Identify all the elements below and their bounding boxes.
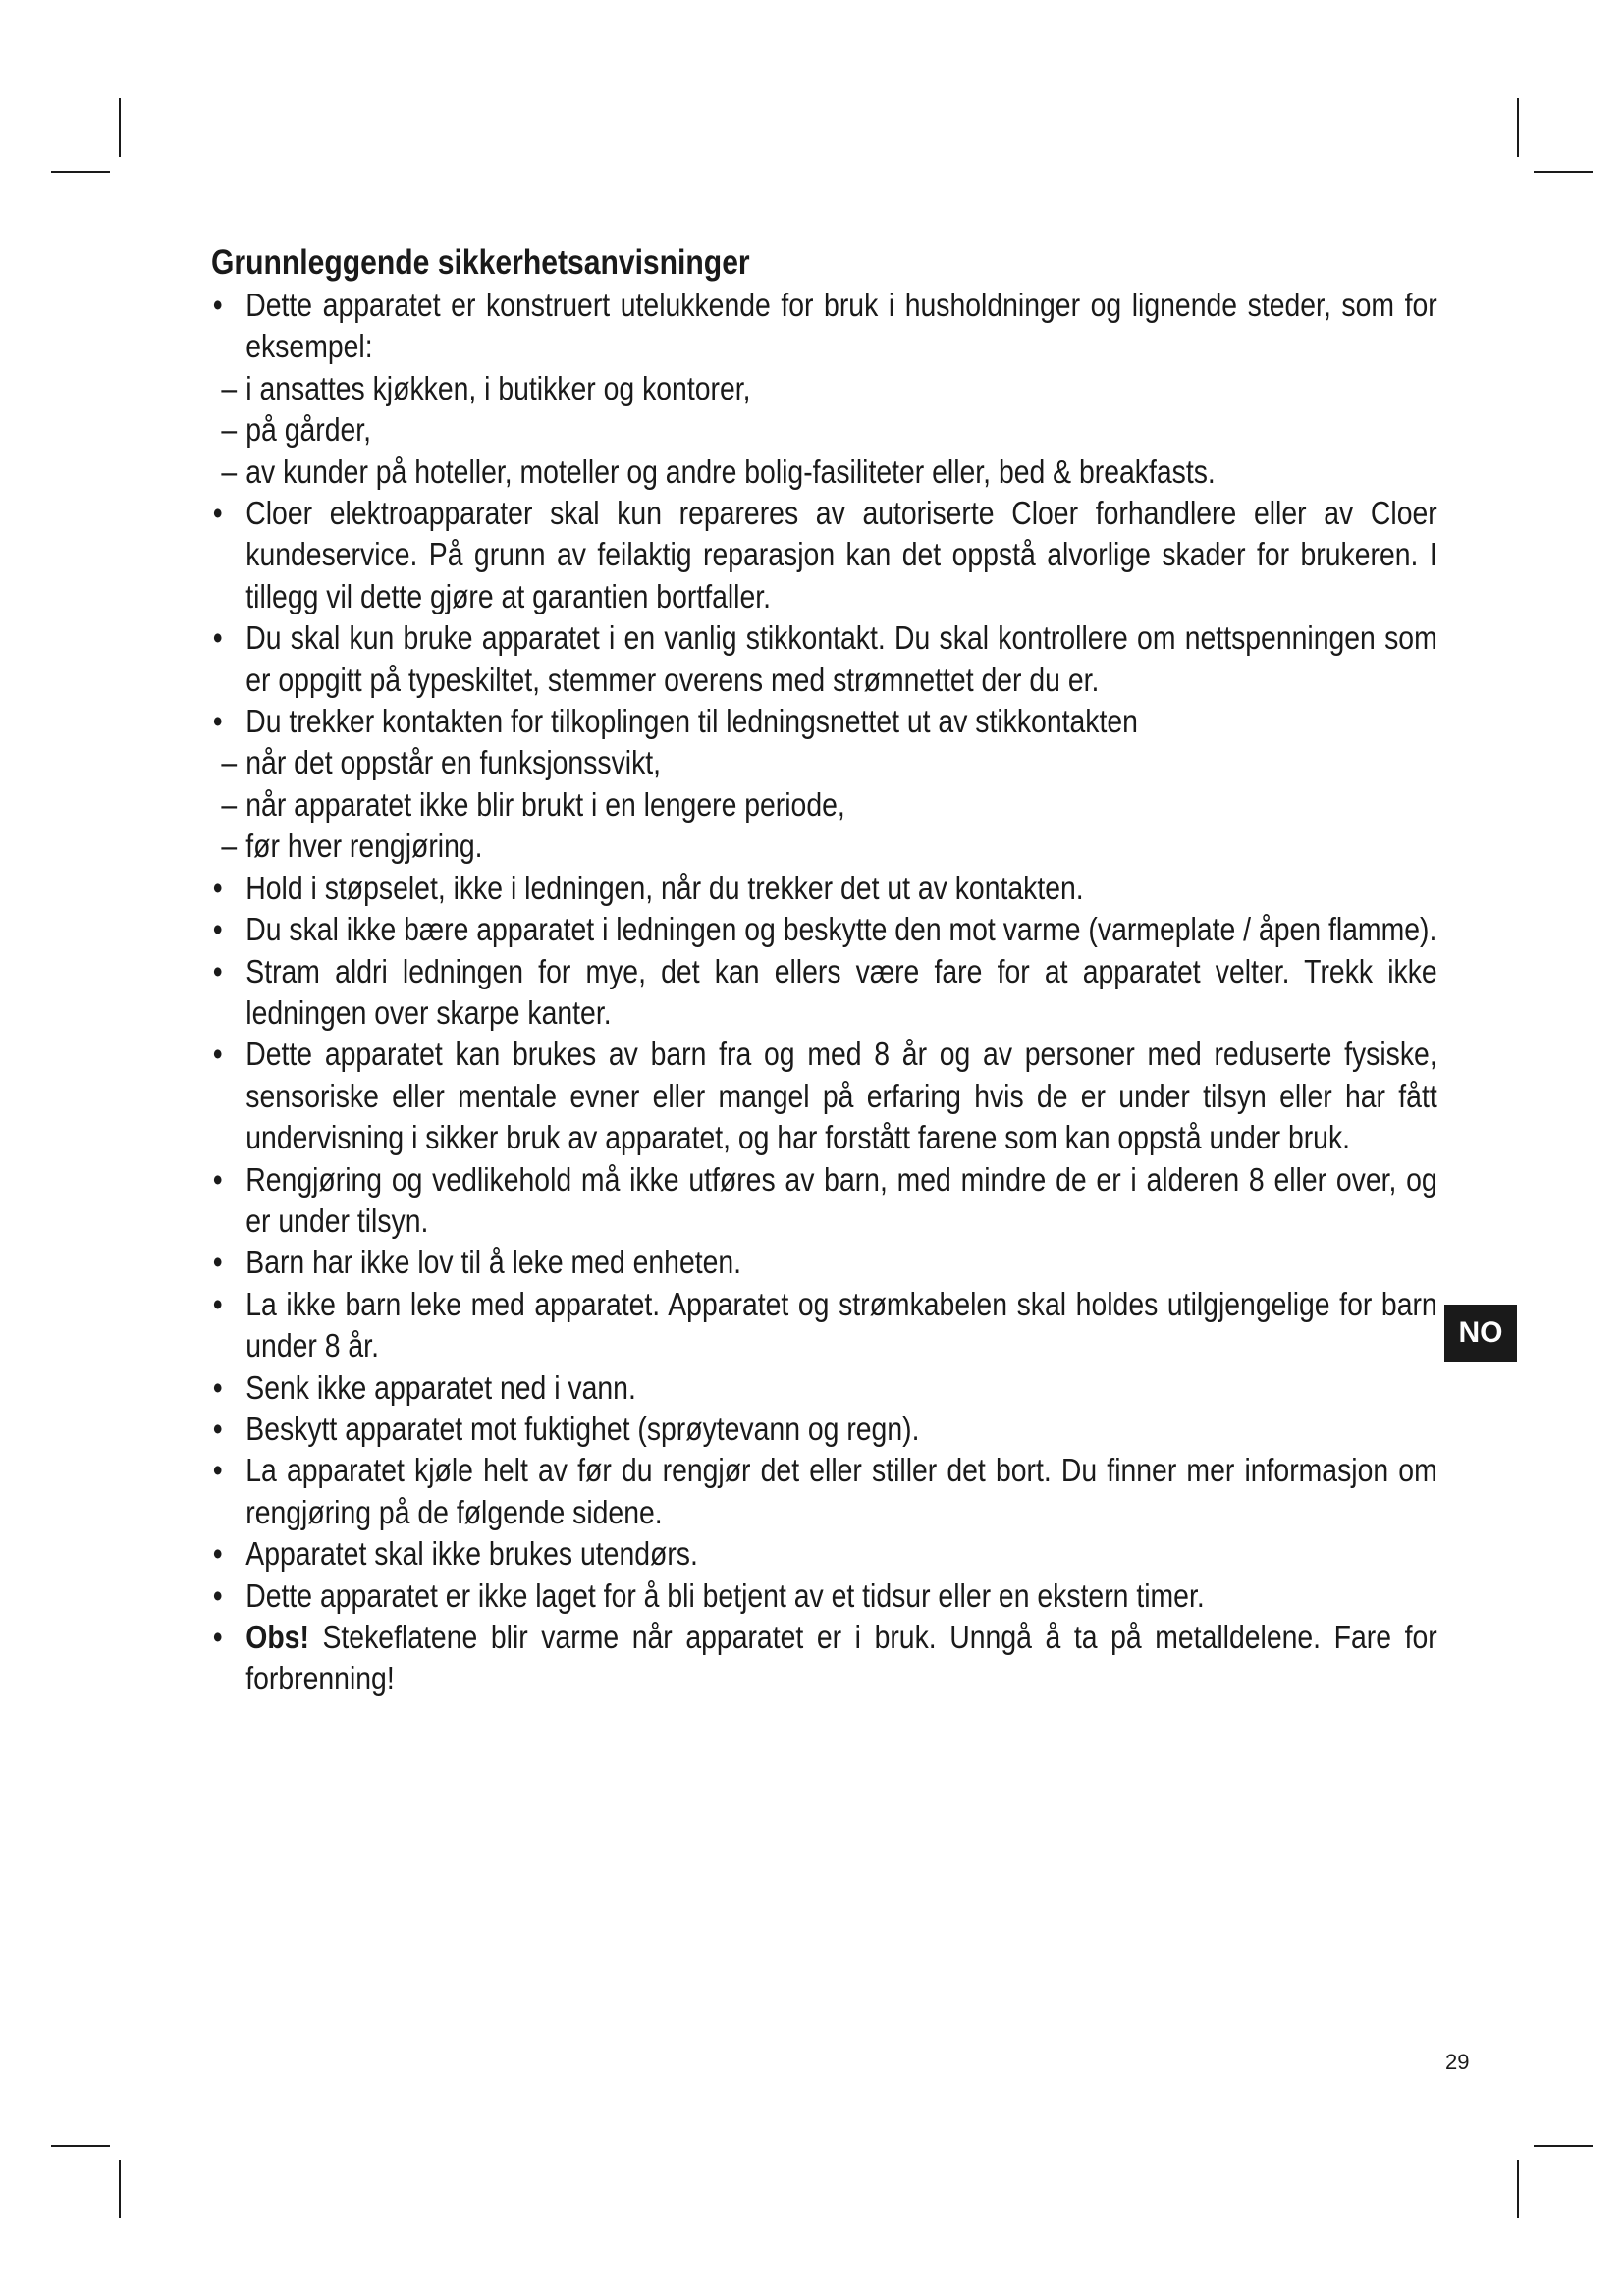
list-item bbox=[211, 1367, 1437, 1409]
crop-mark-bottom-right-vertical bbox=[1517, 2160, 1519, 2218]
list-item bbox=[211, 1575, 1437, 1617]
list-subitem bbox=[211, 784, 1437, 826]
list-item bbox=[211, 951, 1437, 1035]
list-item-text: når apparatet ikke blir brukt i en lengere periode, bbox=[245, 785, 845, 823]
list-item-text: Beskytt apparatet mot fuktighet (sprøytevann og regn). bbox=[245, 1410, 920, 1447]
list-item-text: Dette apparatet kan brukes av barn fra og med 8 år og av personer med reduserte fysiske, sensoriske eller mentale evner eller mangel på erfaring hvis de er under tilsyn eller har fått undervisning i sikker bruk av apparatet, og har forstått farene som kan oppstå under bruk. bbox=[245, 1036, 1437, 1156]
list-item bbox=[211, 1034, 1437, 1158]
safety-instructions-section bbox=[211, 241, 1437, 1700]
language-tab: NO bbox=[1444, 1305, 1517, 1362]
list-subitem bbox=[211, 409, 1437, 451]
section-heading: Grunnleggende sikkerhetsanvisninger bbox=[211, 243, 750, 282]
list-item-text: før hver rengjøring. bbox=[245, 828, 483, 865]
list-item bbox=[211, 1159, 1437, 1243]
crop-mark-top-right-horizontal bbox=[1534, 171, 1593, 173]
warning-label: Obs! bbox=[245, 1619, 309, 1655]
list-item bbox=[211, 909, 1437, 950]
list-item bbox=[211, 1617, 1437, 1700]
list-item-text: Stram aldri ledningen for mye, det kan ellers være fare for at apparatet velter. Trekk ikke ledningen over skarpe kanter. bbox=[245, 952, 1437, 1031]
list-item-text: på gårder, bbox=[245, 411, 372, 449]
list-item bbox=[211, 1409, 1437, 1450]
list-subitem bbox=[211, 452, 1437, 493]
list-item-text: av kunder på hoteller, moteller og andre bolig-fasiliteter eller, bed & breakfasts. bbox=[245, 453, 1216, 490]
crop-mark-top-left-vertical bbox=[119, 98, 121, 157]
list-item-text: Cloer elektroapparater skal kun repareres av autoriserte Cloer forhandlere eller av Cloer kundeservice. På grunn av feilaktig reparasjon kan det oppstå alvorlige skader for brukeren. I tillegg vil dette gjøre at garantien bortfaller. bbox=[245, 495, 1437, 614]
crop-mark-bottom-left-horizontal bbox=[51, 2145, 110, 2147]
list-item bbox=[211, 868, 1437, 909]
list-item-text: Stekeflatene blir varme når apparatet er i bruk. Unngå å ta på metalldelene. Fare for forbrenning! bbox=[245, 1619, 1437, 1697]
crop-mark-bottom-left-vertical bbox=[119, 2160, 121, 2218]
list-item-text: La ikke barn leke med apparatet. Apparatet og strømkabelen skal holdes utilgjengelige for barn under 8 år. bbox=[245, 1285, 1437, 1364]
list-item-text: Dette apparatet er konstruert utelukkende for bruk i husholdninger og lignende steder, som for eksempel: bbox=[245, 287, 1437, 365]
list-item-text: La apparatet kjøle helt av før du rengjør det eller stiller det bort. Du finner mer informasjon om rengjøring på de følgende sidene. bbox=[245, 1452, 1437, 1530]
crop-mark-top-left-horizontal bbox=[51, 171, 110, 173]
list-item bbox=[211, 285, 1437, 368]
list-item-text: Dette apparatet er ikke laget for å bli betjent av et tidsur eller en ekstern timer. bbox=[245, 1576, 1205, 1614]
list-subitem bbox=[211, 826, 1437, 867]
list-item bbox=[211, 701, 1437, 742]
list-item bbox=[211, 1533, 1437, 1575]
crop-mark-top-right-vertical bbox=[1517, 98, 1519, 157]
list-item-text: Du trekker kontakten for tilkoplingen til ledningsnettet ut av stikkontakten bbox=[245, 703, 1138, 740]
list-item bbox=[211, 493, 1437, 617]
list-item bbox=[211, 1450, 1437, 1533]
list-subitem bbox=[211, 368, 1437, 409]
list-item-text: Barn har ikke lov til å leke med enheten. bbox=[245, 1244, 742, 1281]
page-number: 29 bbox=[1445, 2050, 1470, 2074]
list-item bbox=[211, 1284, 1437, 1367]
list-item-text: i ansattes kjøkken, i butikker og kontorer, bbox=[245, 369, 751, 406]
list-item-text: Hold i støpselet, ikke i ledningen, når du trekker det ut av kontakten. bbox=[245, 869, 1084, 906]
list-item bbox=[211, 617, 1437, 701]
list-item-text: Du skal ikke bære apparatet i ledningen og beskytte den mot varme (varmeplate / åpen flamme). bbox=[245, 911, 1437, 948]
list-item-text: Apparatet skal ikke brukes utendørs. bbox=[245, 1535, 698, 1573]
list-subitem bbox=[211, 742, 1437, 783]
list-item-text: Du skal kun bruke apparatet i en vanlig stikkontakt. Du skal kontrollere om nettspenningen som er oppgitt på typeskiltet, stemmer overens med strømnettet der du er. bbox=[245, 619, 1437, 698]
list-item bbox=[211, 1242, 1437, 1283]
list-item-text: Rengjøring og vedlikehold må ikke utføres av barn, med mindre de er i alderen 8 eller over, og er under tilsyn. bbox=[245, 1160, 1437, 1239]
list-item-text: Senk ikke apparatet ned i vann. bbox=[245, 1368, 636, 1406]
list-item-text: når det oppstår en funksjonssvikt, bbox=[245, 744, 662, 781]
instruction-list bbox=[211, 285, 1437, 1700]
crop-mark-bottom-right-horizontal bbox=[1534, 2145, 1593, 2147]
